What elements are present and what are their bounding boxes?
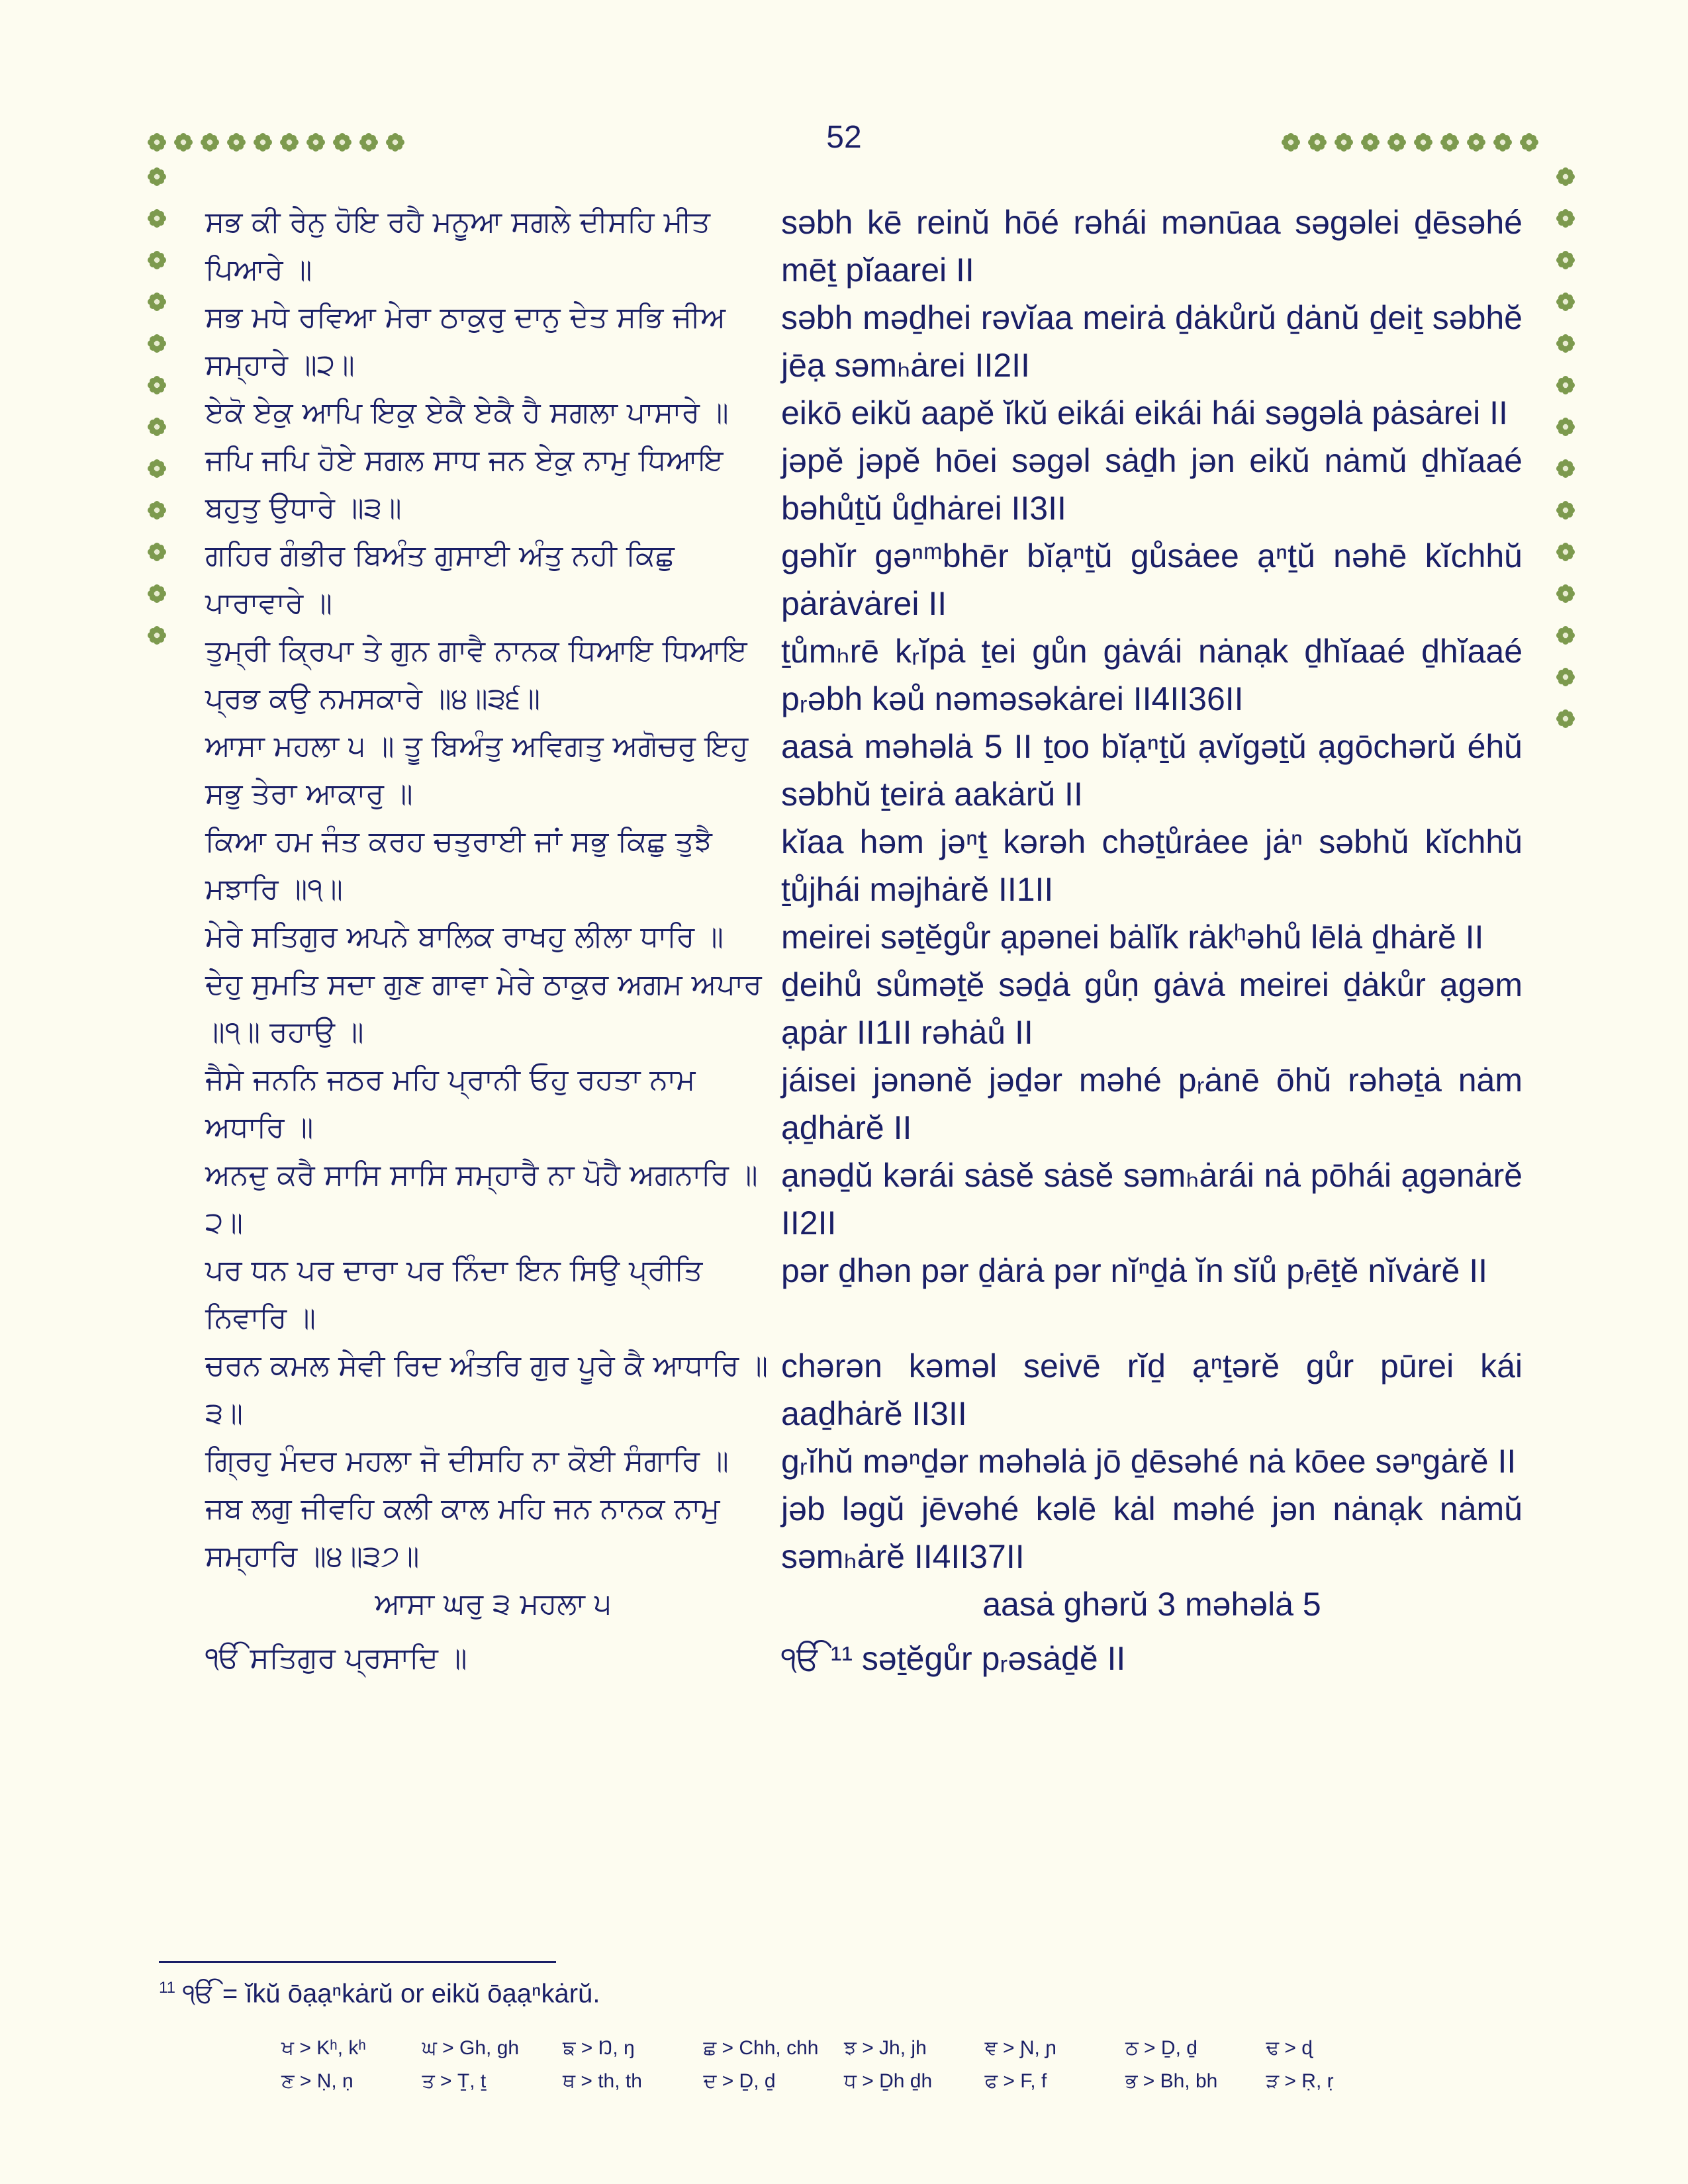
invocation-translit: ੴ ¹¹ səṯĕgůr pᵣəsȧḏĕ II	[781, 1640, 1126, 1677]
verse-row	[205, 1437, 1523, 1485]
transliteration-text: gᵣĭhŭ məⁿḏər məhəlȧ jō ḏēsəhé nȧ kōee səⁿgȧrĕ II	[781, 1443, 1517, 1480]
flower-ornament-icon	[1556, 208, 1575, 228]
ornament-left-column	[147, 167, 167, 667]
legend-row	[281, 2070, 1407, 2103]
gurmukhi-text: ਜੈਸੇ ਜਨਨਿ ਜਠਰ ਮਹਿ ਪ੍ਰਾਨੀ ਓਹੁ ਰਹਤਾ ਨਾਮ ਅਧਾਰਿ ॥	[205, 1063, 696, 1144]
verse-row	[205, 1342, 1523, 1437]
gurmukhi-text: ਦੇਹੁ ਸੁਮਤਿ ਸਦਾ ਗੁਣ ਗਾਵਾ ਮੇਰੇ ਠਾਕੁਰ ਅਗਮ ਅਪਾਰ ॥੧॥ ਰਹਾਉ ॥	[205, 968, 762, 1049]
flower-ornament-icon	[1556, 292, 1575, 312]
flower-ornament-icon	[1281, 132, 1301, 152]
legend-item: ਙ > Ŋ, ŋ	[563, 2037, 635, 2059]
flower-ornament-icon	[1360, 132, 1380, 152]
legend-item: ਘ > Gh, gh	[422, 2037, 520, 2059]
flower-ornament-icon	[147, 208, 167, 228]
gurmukhi-text: ਪਰ ਧਨ ਪਰ ਦਾਰਾ ਪਰ ਨਿੰਦਾ ਇਨ ਸਿਉ ਪ੍ਰੀਤਿ ਨਿਵਾਰਿ ॥	[205, 1253, 703, 1335]
flower-ornament-icon	[226, 132, 246, 152]
flower-ornament-icon	[1556, 334, 1575, 353]
footnote-marker: 11	[159, 1979, 175, 1997]
legend-item: ਧ > Ḏh ḏh	[844, 2070, 933, 2092]
flower-ornament-icon	[1556, 417, 1575, 437]
verse-row	[205, 961, 1523, 1056]
flower-ornament-icon	[1413, 132, 1433, 152]
legend-item: ਣ > Ṇ, ṇ	[281, 2070, 353, 2092]
gurmukhi-text: ਤੁਮ੍ਰੀ ਕ੍ਰਿਪਾ ਤੇ ਗੁਨ ਗਾਵੈ ਨਾਨਕ ਧਿਆਇ ਧਿਆਇ ਪ੍ਰਭ ਕਉ ਨਮਸਕਾਰੇ ॥੪॥੩੬॥	[205, 634, 747, 715]
verse-row	[205, 723, 1523, 818]
flower-ornament-icon	[1466, 132, 1486, 152]
page-number: 52	[826, 120, 862, 155]
transliteration-text: ṯůmₕrē kᵣĭpȧ ṯei gůn gȧvái nȧnạk ḏhĭaaé ḏhĭaaé pᵣəbh kəů nəməsəkȧrei II4II36II	[781, 633, 1523, 717]
transliteration-text: chərən kəməl seivē rĭḏ ạⁿṯərĕ gůr pūrei kái aaḏhȧrĕ II3II	[781, 1347, 1523, 1432]
flower-ornament-icon	[1493, 132, 1513, 152]
flower-ornament-icon	[1556, 500, 1575, 520]
verse-row	[205, 1152, 1523, 1247]
transliteration-text: ḏeihů sůməṯĕ səḏȧ gůṇ gȧvȧ meirei ḏȧkůr ạgəm ạpȧr II1II rəhȧů II	[781, 966, 1523, 1051]
gurmukhi-text: ਸਭ ਮਧੇ ਰਵਿਆ ਮੇਰਾ ਠਾਕੁਰੁ ਦਾਨੁ ਦੇਤ ਸਭਿ ਜੀਅ ਸਮ੍ਹਾਰੇ ॥੨॥	[205, 300, 726, 382]
flower-ornament-icon	[147, 542, 167, 562]
gurmukhi-text: ਚਰਨ ਕਮਲ ਸੇਵੀ ਰਿਦ ਅੰਤਰਿ ਗੁਰ ਪੂਰੇ ਕੈ ਆਧਾਰਿ ॥੩॥	[205, 1349, 768, 1430]
flower-ornament-icon	[147, 500, 167, 520]
gurmukhi-text: ਆਸਾ ਮਹਲਾ ੫ ॥ ਤੂ ਬਿਅੰਤੁ ਅਵਿਗਤੁ ਅਗੋਚਰੁ ਇਹੁ ਸਭੁ ਤੇਰਾ ਆਕਾਰੁ ॥	[205, 729, 749, 811]
legend-item: ਭ > Bh, bh	[1125, 2070, 1218, 2092]
flower-ornament-icon	[279, 132, 299, 152]
ornament-right-column	[1556, 167, 1575, 751]
gurmukhi-text: ਗਹਿਰ ਗੰਭੀਰ ਬਿਅੰਤ ਗੁਸਾਈ ਅੰਤੁ ਨਹੀ ਕਿਛੁ ਪਾਰਾਵਾਰੇ ॥	[205, 539, 675, 620]
flower-ornament-icon	[253, 132, 273, 152]
verse-row	[205, 199, 1523, 294]
footnote-text: ੴ = ĭkŭ ōạạⁿkȧrŭ or eikŭ ōạạⁿkȧrŭ.	[183, 1979, 600, 2009]
transliteration-text: meirei səṯĕgůr ạpənei bȧlĭk rȧkʰəhů lēlȧ ḏhȧrĕ II	[781, 919, 1484, 956]
legend-item: ਥ > th, th	[563, 2070, 642, 2092]
legend-item: ਦ > Ḏ, ḏ	[703, 2070, 776, 2092]
flower-ornament-icon	[147, 250, 167, 270]
transliteration-text: səbh məḏhei rəvĭaa meirȧ ḏȧkůrŭ ḏȧnŭ ḏeiṯ səbhĕ jēạ səmₕȧrei II2II	[781, 299, 1523, 384]
transliteration-legend	[281, 2037, 1407, 2103]
legend-item: ਖ > Kʰ, kʰ	[281, 2037, 366, 2059]
flower-ornament-icon	[1556, 167, 1575, 187]
flower-ornament-icon	[1556, 542, 1575, 562]
flower-ornament-icon	[1440, 132, 1460, 152]
transliteration-text: eikō eikŭ aapĕ ĭkŭ eikái eikái hái səgəlȧ pȧsȧrei II	[781, 394, 1508, 432]
invocation-row	[205, 1635, 1523, 1682]
verse-row	[205, 437, 1523, 532]
legend-row	[281, 2037, 1407, 2070]
shabad-heading	[205, 1580, 1523, 1628]
transliteration-text: səbh kē reinŭ hōé rəhái mənūaa səgəlei ḏēsəhé mēṯ pĭaarei II	[781, 204, 1523, 289]
transliteration-text: ạnəḏŭ kərái sȧsĕ sȧsĕ səmₕȧrái nȧ pōhái ạgənȧrĕ II2II	[781, 1157, 1523, 1242]
flower-ornament-icon	[306, 132, 326, 152]
verse-row	[205, 389, 1523, 437]
footnote	[159, 1979, 600, 2009]
legend-item: ੜ > Ṛ, ṛ	[1266, 2070, 1334, 2092]
flower-ornament-icon	[147, 375, 167, 395]
flower-ornament-icon	[332, 132, 352, 152]
flower-ornament-icon	[147, 625, 167, 645]
flower-ornament-icon	[1519, 132, 1539, 152]
transliteration-text: jáisei jənənĕ jəḏər məhé pᵣȧnē ōhŭ rəhəṯȧ nȧm ạḏhȧrĕ II	[781, 1062, 1523, 1146]
verse-row	[205, 532, 1523, 627]
legend-item: ਤ > Ṯ, ṯ	[422, 2070, 487, 2092]
heading-translit: aasȧ ghərŭ 3 məhəlȧ 5	[982, 1586, 1321, 1623]
flower-ornament-icon	[147, 132, 167, 152]
flower-ornament-icon	[1556, 375, 1575, 395]
legend-item: ਞ > Ɲ, ɲ	[984, 2037, 1056, 2059]
flower-ornament-icon	[1387, 132, 1407, 152]
flower-ornament-icon	[359, 132, 379, 152]
transliteration-text: pər ḏhən pər ḏȧrȧ pər nĭⁿḏȧ ĭn sĭů pᵣēṯĕ nĭvȧrĕ II	[781, 1252, 1488, 1289]
flower-ornament-icon	[1556, 584, 1575, 604]
heading-gurmukhi: ਆਸਾ ਘਰੁ ੩ ਮਹਲਾ ੫	[375, 1587, 612, 1621]
verse-row	[205, 627, 1523, 723]
transliteration-text: jəb ləgŭ jēvəhé kəlē kȧl məhé jən nȧnạk nȧmŭ səmₕȧrĕ II4II37II	[781, 1490, 1523, 1575]
legend-item: ਠ > Ḏ, ḏ	[1125, 2037, 1197, 2059]
verse-row	[205, 1056, 1523, 1152]
legend-item: ਛ > Chh, chh	[703, 2037, 819, 2059]
transliteration-text: jəpĕ jəpĕ hōei səgəl sȧḏh jən eikŭ nȧmŭ ḏhĭaaé bəhůṯŭ ůḏhȧrei II3II	[781, 442, 1523, 527]
flower-ornament-icon	[147, 167, 167, 187]
legend-item: ਫ > F, f	[984, 2070, 1047, 2092]
footnote-divider	[159, 1961, 556, 1963]
transliteration-text: kĭaa həm jəⁿṯ kərəh chəṯůrȧee jȧⁿ səbhŭ kĭchhŭ ṯůjhái məjhȧrĕ II1II	[781, 823, 1523, 908]
transliteration-text: gəhĭr gəⁿᵐbhēr bĭạⁿṯŭ gůsȧee ạⁿṯŭ nəhē kĭchhŭ pȧrȧvȧrei II	[781, 537, 1523, 622]
gurmukhi-text: ਮੇਰੇ ਸਤਿਗੁਰ ਅਪਨੇ ਬਾਲਿਕ ਰਾਖਹੁ ਲੀਲਾ ਧਾਰਿ ॥	[205, 920, 724, 954]
flower-ornament-icon	[1556, 459, 1575, 478]
verse-row	[205, 913, 1523, 961]
flower-ornament-icon	[1307, 132, 1327, 152]
verse-row	[205, 1247, 1523, 1342]
flower-ornament-icon	[1334, 132, 1354, 152]
verse-row	[205, 294, 1523, 389]
flower-ornament-icon	[1556, 709, 1575, 729]
flower-ornament-icon	[1556, 625, 1575, 645]
invocation-gurmukhi: ੴ ਸਤਿਗੁਰ ਪ੍ਰਸਾਦਿ ॥	[205, 1641, 467, 1675]
ornament-top-right	[1281, 132, 1539, 152]
gurmukhi-text: ਜਪਿ ਜਪਿ ਹੋਏ ਸਗਲ ਸਾਧ ਜਨ ਏਕੁ ਨਾਮੁ ਧਿਆਇ ਬਹੁਤੁ ਉਧਾਰੇ ॥੩॥	[205, 443, 724, 525]
flower-ornament-icon	[200, 132, 220, 152]
flower-ornament-icon	[1556, 250, 1575, 270]
flower-ornament-icon	[147, 417, 167, 437]
gurmukhi-text: ਸਭ ਕੀ ਰੇਨੁ ਹੋਇ ਰਹੈ ਮਨੂਆ ਸਗਲੇ ਦੀਸਹਿ ਮੀਤ ਪਿਆਰੇ ॥	[205, 205, 710, 287]
flower-ornament-icon	[1556, 667, 1575, 687]
gurmukhi-text: ਗ੍ਰਿਹੁ ਮੰਦਰ ਮਹਲਾ ਜੋ ਦੀਸਹਿ ਨਾ ਕੋਈ ਸੰਗਾਰਿ ॥	[205, 1444, 729, 1478]
legend-item: ਢ > ɖ	[1266, 2037, 1313, 2059]
flower-ornament-icon	[147, 584, 167, 604]
flower-ornament-icon	[147, 292, 167, 312]
gurmukhi-text: ਕਿਆ ਹਮ ਜੰਤ ਕਰਹ ਚਤੁਰਾਈ ਜਾਂ ਸਭੁ ਕਿਛੁ ਤੁਝੈ ਮਝਾਰਿ ॥੧॥	[205, 825, 712, 906]
legend-item: ਝ > Jh, jh	[844, 2037, 927, 2059]
verse-table	[205, 199, 1523, 1682]
flower-ornament-icon	[147, 334, 167, 353]
flower-ornament-icon	[173, 132, 193, 152]
ornament-top-left	[147, 132, 405, 152]
gurmukhi-text: ਅਨਦੁ ਕਰੈ ਸਾਸਿ ਸਾਸਿ ਸਮ੍ਹਾਰੈ ਨਾ ਪੋਹੈ ਅਗਨਾਰਿ ॥੨॥	[205, 1158, 758, 1240]
verse-row	[205, 1485, 1523, 1580]
gurmukhi-text: ਏਕੋ ਏਕੁ ਆਪਿ ਇਕੁ ਏਕੈ ਏਕੈ ਹੈ ਸਗਲਾ ਪਾਸਾਰੇ ॥	[205, 396, 729, 430]
flower-ornament-icon	[385, 132, 405, 152]
verse-row	[205, 818, 1523, 913]
flower-ornament-icon	[147, 459, 167, 478]
gurmukhi-text: ਜਬ ਲਗੁ ਜੀਵਹਿ ਕਲੀ ਕਾਲ ਮਹਿ ਜਨ ਨਾਨਕ ਨਾਮੁ ਸਮ੍ਹਾਰਿ ॥੪॥੩੭॥	[205, 1492, 720, 1573]
transliteration-text: aasȧ məhəlȧ 5 II ṯoo bĭạⁿṯŭ ạvĭgəṯŭ ạgōchərŭ éhŭ səbhŭ ṯeirȧ aakȧrŭ II	[781, 728, 1523, 813]
